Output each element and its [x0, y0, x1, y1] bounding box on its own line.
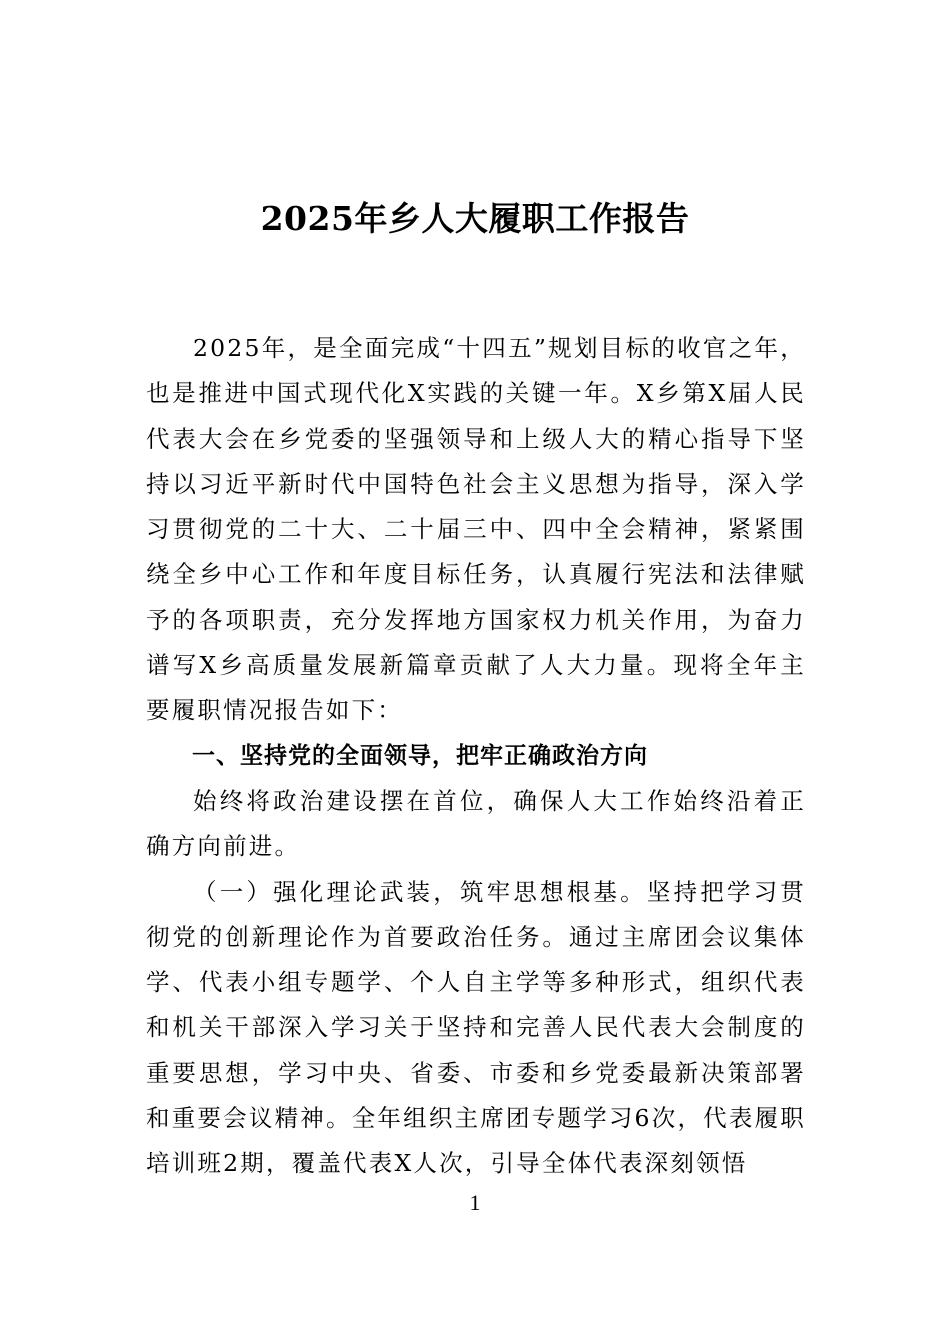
- document-title: 2025年乡人大履职工作报告: [260, 199, 690, 238]
- section-1-paragraph: 始终将政治建设摆在首位，确保人大工作始终沿着正确方向前进。: [146, 786, 806, 861]
- document-body: [146, 326, 806, 1187]
- subsection-1-paragraph: （一）强化理论武装，筑牢思想根基。坚持把学习贯彻党的创新理论作为首要政治任务。通过主席团会议集体学、代表小组专题学、个人自主学等多种形式，组织代表和机关干部深入学习关于坚持和完善人民代表大会制度的重要思想，学习中央、省委、市委和乡党委最新决策部署和重要会议精神。全年组织主席团专题学习6次，代表履职培训班2期，覆盖代表X人次，引导全体代表深刻领悟: [146, 877, 806, 1178]
- intro-paragraph: 2025年，是全面完成“十四五”规划目标的收官之年，也是推进中国式现代化X实践的关键一年。X乡第X届人民代表大会在乡党委的坚强领导和上级人大的精心指导下坚持以习近平新时代中国特色社会主义思想为指导，深入学习贯彻党的二十大、二十届三中、四中全会精神，紧紧围绕全乡中心工作和年度目标任务，认真履行宪法和法律赋予的各项职责，充分发挥地方国家权力机关作用，为奋力谱写X乡高质量发展新篇章贡献了人大力量。现将全年主要履职情况报告如下：: [146, 334, 806, 725]
- section-heading-1: 一、坚持党的全面领导，把牢正确政治方向: [192, 742, 648, 769]
- page-number: 1: [469, 1190, 481, 1215]
